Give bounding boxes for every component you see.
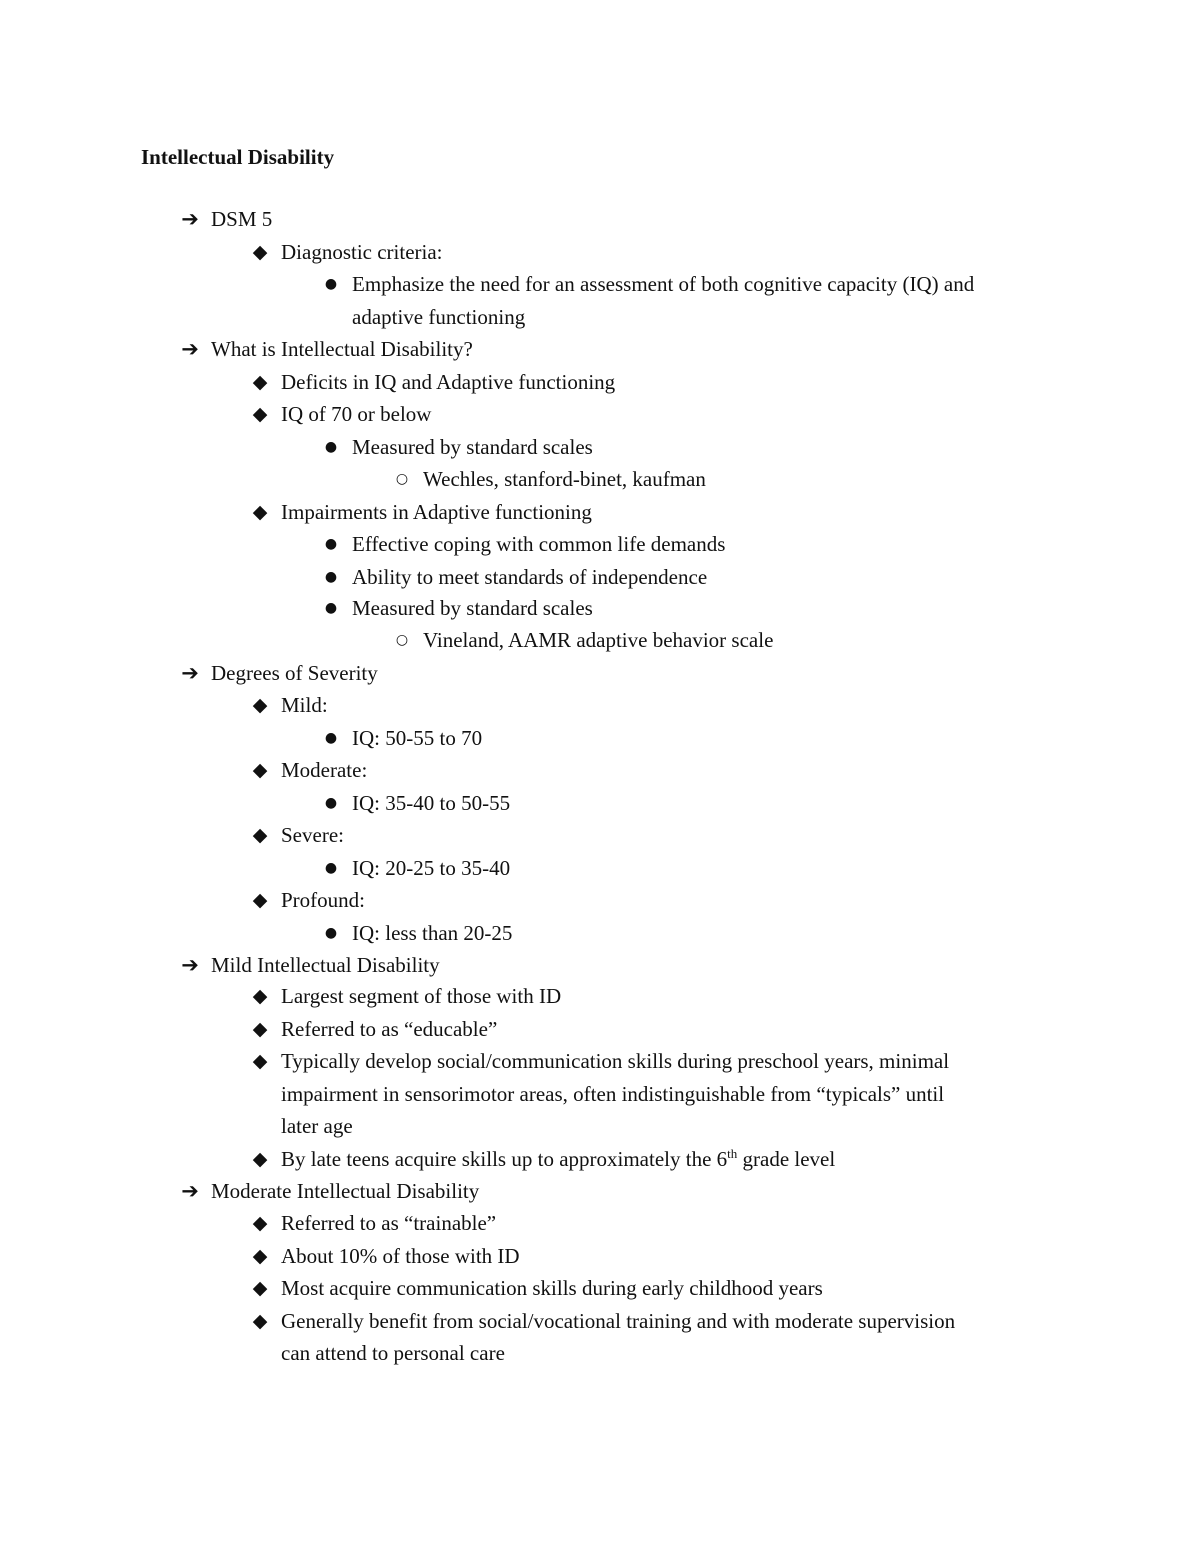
list-item-text: Severe: xyxy=(281,823,344,847)
diamond-bullet-icon: ◆ xyxy=(252,1050,268,1072)
dot-bullet-icon: ● xyxy=(324,276,338,292)
list-item-text: adaptive functioning xyxy=(352,305,526,329)
list-item-text: Mild: xyxy=(281,693,328,717)
list-item-text: IQ: 35-40 to 50-55 xyxy=(352,791,511,815)
superscript-text: th xyxy=(727,1146,738,1161)
list-item-text: Deficits in IQ and Adaptive functioning xyxy=(281,370,616,394)
diamond-bullet-icon: ◆ xyxy=(252,889,268,911)
dot-bullet-icon: ● xyxy=(324,860,338,876)
diamond-bullet-icon: ◆ xyxy=(252,403,268,425)
list-item-text: Typically develop social/communication skills during preschool years, minimal xyxy=(281,1049,950,1073)
dot-bullet-icon: ● xyxy=(324,600,338,616)
list-item-text: Moderate: xyxy=(281,758,368,782)
arrow-bullet-icon: ➔ xyxy=(181,661,199,685)
list-item-text: Profound: xyxy=(281,888,365,912)
list-item-text: IQ: 50-55 to 70 xyxy=(352,726,483,750)
arrow-bullet-icon: ➔ xyxy=(181,207,199,231)
diamond-bullet-icon: ◆ xyxy=(252,985,268,1007)
document-title: Intellectual Disability xyxy=(141,145,335,169)
diamond-bullet-icon: ◆ xyxy=(252,824,268,846)
list-item-text: Ability to meet standards of independence xyxy=(352,565,708,589)
list-item-text: IQ: 20-25 to 35-40 xyxy=(352,856,511,880)
diamond-bullet-icon: ◆ xyxy=(252,1018,268,1040)
dot-bullet-icon: ● xyxy=(324,925,338,941)
list-item-text: Wechles, stanford-binet, kaufman xyxy=(423,467,706,491)
list-item-text: Vineland, AAMR adaptive behavior scale xyxy=(423,628,774,652)
list-item-text: impairment in sensorimotor areas, often indistinguishable from “typicals” until xyxy=(281,1082,945,1106)
list-item-text: Impairments in Adaptive functioning xyxy=(281,500,592,524)
list-item-text: About 10% of those with ID xyxy=(281,1244,520,1268)
list-item-text: Effective coping with common life demands xyxy=(352,532,726,556)
diamond-bullet-icon: ◆ xyxy=(252,1310,268,1332)
list-item-text: IQ: less than 20-25 xyxy=(352,921,513,945)
dot-bullet-icon: ● xyxy=(324,569,338,585)
diamond-bullet-icon: ◆ xyxy=(252,241,268,263)
text-segment: grade level xyxy=(737,1147,836,1171)
dot-bullet-icon: ● xyxy=(324,795,338,811)
arrow-bullet-icon: ➔ xyxy=(181,1179,199,1203)
arrow-bullet-icon: ➔ xyxy=(181,337,199,361)
section-heading-text: DSM 5 xyxy=(211,207,273,231)
list-item-text: Largest segment of those with ID xyxy=(281,984,562,1008)
diamond-bullet-icon: ◆ xyxy=(252,1277,268,1299)
dot-bullet-icon: ● xyxy=(324,730,338,746)
section-heading-text: Mild Intellectual Disability xyxy=(211,953,440,977)
list-item-text: Referred to as “trainable” xyxy=(281,1211,497,1235)
section-heading-text: Moderate Intellectual Disability xyxy=(211,1179,480,1203)
list-item-text: Most acquire communication skills during early childhood years xyxy=(281,1276,823,1300)
list-item-text: later age xyxy=(281,1114,353,1138)
diamond-bullet-icon: ◆ xyxy=(252,1245,268,1267)
diamond-bullet-icon: ◆ xyxy=(252,694,268,716)
section-heading-text: Degrees of Severity xyxy=(211,661,378,685)
list-item-text: Referred to as “educable” xyxy=(281,1017,498,1041)
diamond-bullet-icon: ◆ xyxy=(252,371,268,393)
diamond-bullet-icon: ◆ xyxy=(252,1212,268,1234)
list-item-text: Measured by standard scales xyxy=(352,435,593,459)
list-item-text: IQ of 70 or below xyxy=(281,402,432,426)
arrow-bullet-icon: ➔ xyxy=(181,953,199,977)
list-item-text: Generally benefit from social/vocational training and with moderate supervision xyxy=(281,1309,956,1333)
list-item-text: Emphasize the need for an assessment of both cognitive capacity (IQ) and xyxy=(352,272,975,296)
diamond-bullet-icon: ◆ xyxy=(252,759,268,781)
section-heading-text: What is Intellectual Disability? xyxy=(211,337,473,361)
circle-bullet-icon: ○ xyxy=(395,471,409,487)
circle-bullet-icon: ○ xyxy=(395,632,409,648)
list-item-text: Measured by standard scales xyxy=(352,596,593,620)
dot-bullet-icon: ● xyxy=(324,536,338,552)
list-item-text xyxy=(281,1143,835,1176)
list-item-text: can attend to personal care xyxy=(281,1341,505,1365)
diamond-bullet-icon: ◆ xyxy=(252,1148,268,1170)
text-segment: By late teens acquire skills up to approximately the 6 xyxy=(281,1147,728,1171)
list-item-text: Diagnostic criteria: xyxy=(281,240,443,264)
diamond-bullet-icon: ◆ xyxy=(252,501,268,523)
dot-bullet-icon: ● xyxy=(324,439,338,455)
